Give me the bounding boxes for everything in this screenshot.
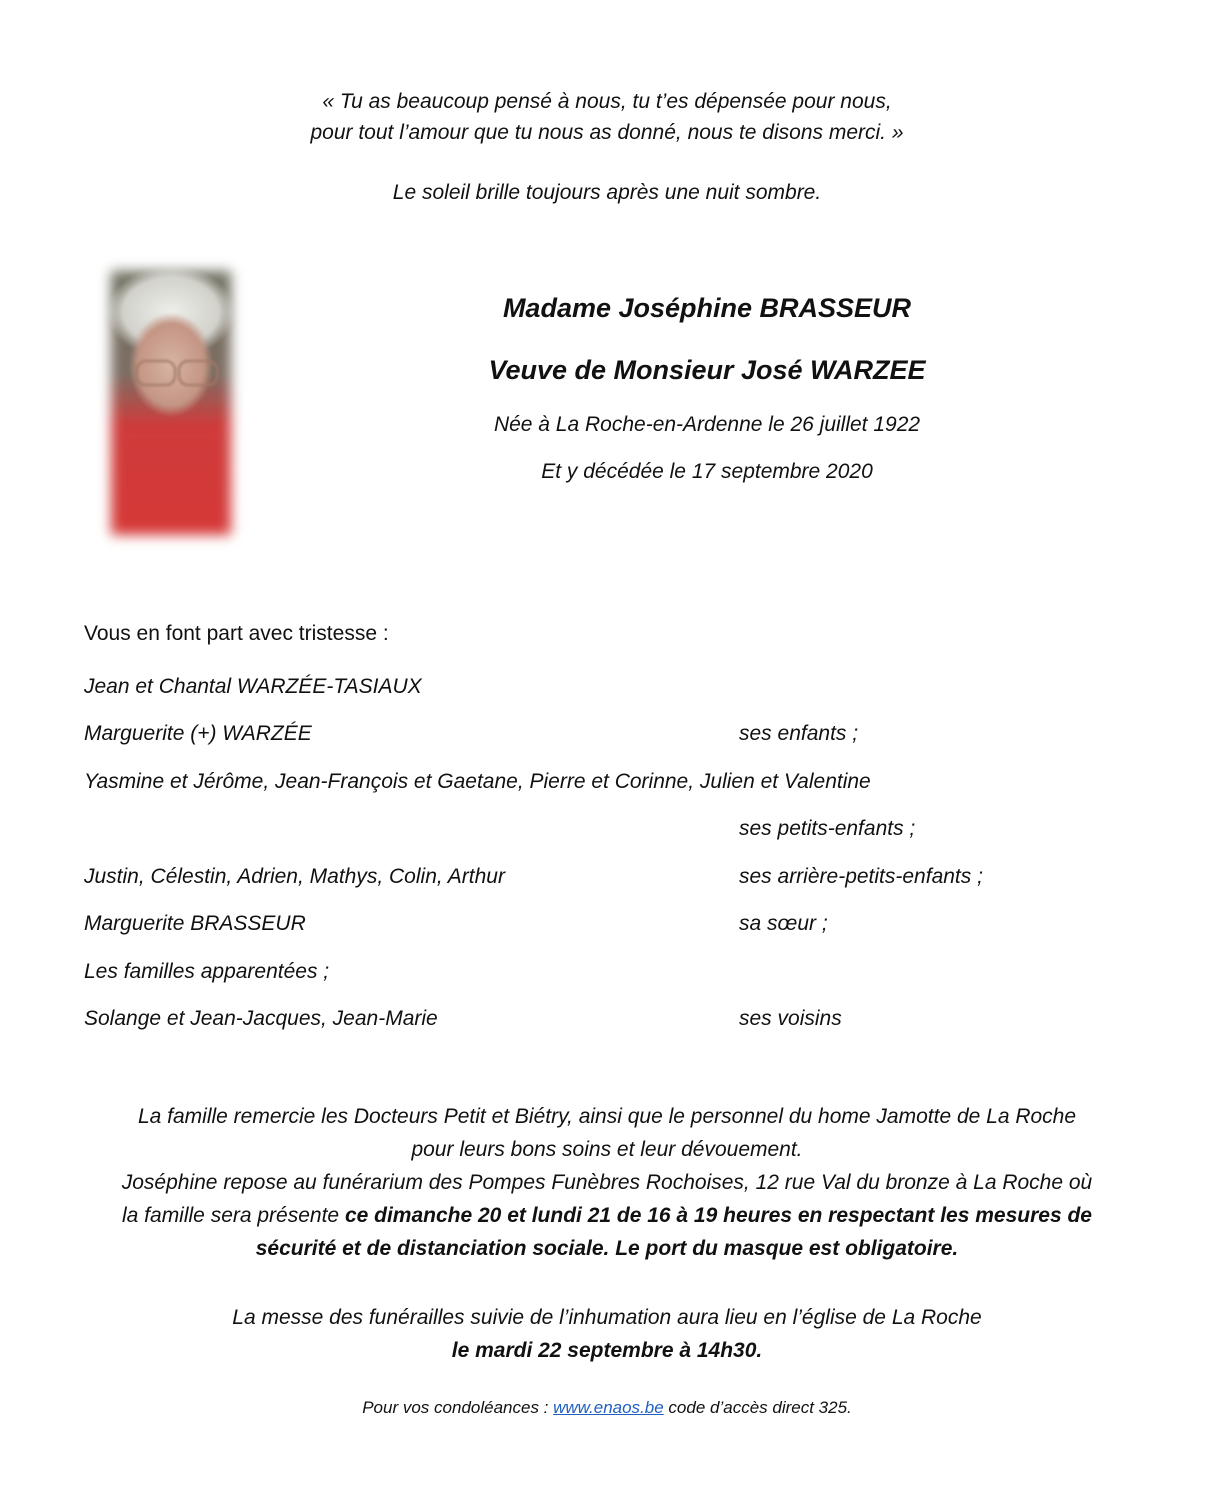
family-row-name: Jean et Chantal WARZÉE-TASIAUX	[84, 675, 422, 698]
widow-of: Veuve de Monsieur José WARZEE	[488, 355, 926, 385]
quote-line-2: pour tout l’amour que tu nous as donné, nous te disons merci. »	[310, 121, 904, 144]
mass-date: le mardi 22 septembre à 14h30.	[451, 1339, 763, 1362]
birth-date: Née à La Roche-en-Ardenne le 26 juillet 1922	[493, 413, 921, 436]
funeral-mass	[0, 1301, 1214, 1367]
deceased-name: Madame Joséphine BRASSEUR	[502, 293, 912, 323]
family-row-relation: ses voisins	[739, 1007, 842, 1030]
portrait-image	[96, 256, 246, 550]
thanks-line-2: pour leurs bons soins et leur dévouement.	[411, 1138, 803, 1161]
family-row	[84, 912, 1134, 942]
family-row	[84, 722, 1134, 752]
family-row-name: Marguerite BRASSEUR	[84, 912, 306, 935]
mass-line: La messe des funérailles suivie de l’inhumation aura lieu en l’église de La Roche	[232, 1306, 982, 1329]
condolences-link[interactable]: www.enaos.be	[553, 1398, 664, 1417]
family-row-name: Solange et Jean-Jacques, Jean-Marie	[84, 1007, 438, 1030]
glasses-graphic	[132, 360, 220, 384]
family-row	[84, 817, 1134, 847]
repose-line-1: Joséphine repose au funérarium des Pompes Funèbres Rochoises, 12 rue Val du bronze à La Roche où	[121, 1171, 1093, 1194]
death-date: Et y décédée le 17 septembre 2020	[541, 460, 873, 483]
thanks-line-1: La famille remercie les Docteurs Petit et Biétry, ainsi que le personnel du home Jamotte de La Roche	[137, 1105, 1077, 1128]
saying: Le soleil brille toujours après une nuit sombre.	[392, 181, 822, 204]
repose-line-2	[60, 1199, 1154, 1232]
thanks-notice	[0, 1100, 1214, 1265]
opening-quote	[0, 86, 1214, 148]
condolences-line	[0, 1398, 1214, 1418]
family-row-relation: ses arrière-petits-enfants ;	[739, 865, 983, 888]
family-row-name: Marguerite (+) WARZÉE	[84, 722, 312, 745]
family-row	[84, 770, 1134, 800]
family-row	[84, 865, 1134, 895]
family-row-relation: ses petits-enfants ;	[739, 817, 916, 840]
family-row-name: Les familles apparentées ;	[84, 960, 330, 983]
quote-line-1: « Tu as beaucoup pensé à nous, tu t’es dépensée pour nous,	[322, 90, 892, 113]
family-row-name: Yasmine et Jérôme, Jean-François et Gaetane, Pierre et Corinne, Julien et Valentine	[84, 770, 871, 793]
family-row-relation: sa sœur ;	[739, 912, 828, 935]
visiting-hours: ce dimanche 20 et lundi 21 de 16 à 19 heures en respectant les mesures de	[344, 1204, 1092, 1227]
family-row	[84, 1007, 1134, 1037]
safety-measures: sécurité et de distanciation sociale. Le port du masque est obligatoire.	[255, 1237, 959, 1260]
family-row-name: Justin, Célestin, Adrien, Mathys, Colin, Arthur	[84, 865, 505, 888]
family-row	[84, 675, 1134, 705]
family-row	[84, 960, 1134, 990]
family-intro: Vous en font part avec tristesse :	[84, 622, 389, 645]
family-row-relation: ses enfants ;	[739, 722, 859, 745]
repose-plain-text: la famille sera présente	[122, 1204, 345, 1227]
portrait-photo	[88, 250, 254, 556]
condolences-prefix: Pour vos condoléances :	[362, 1398, 554, 1417]
condolences-suffix: code d’accès direct 325.	[663, 1398, 852, 1417]
